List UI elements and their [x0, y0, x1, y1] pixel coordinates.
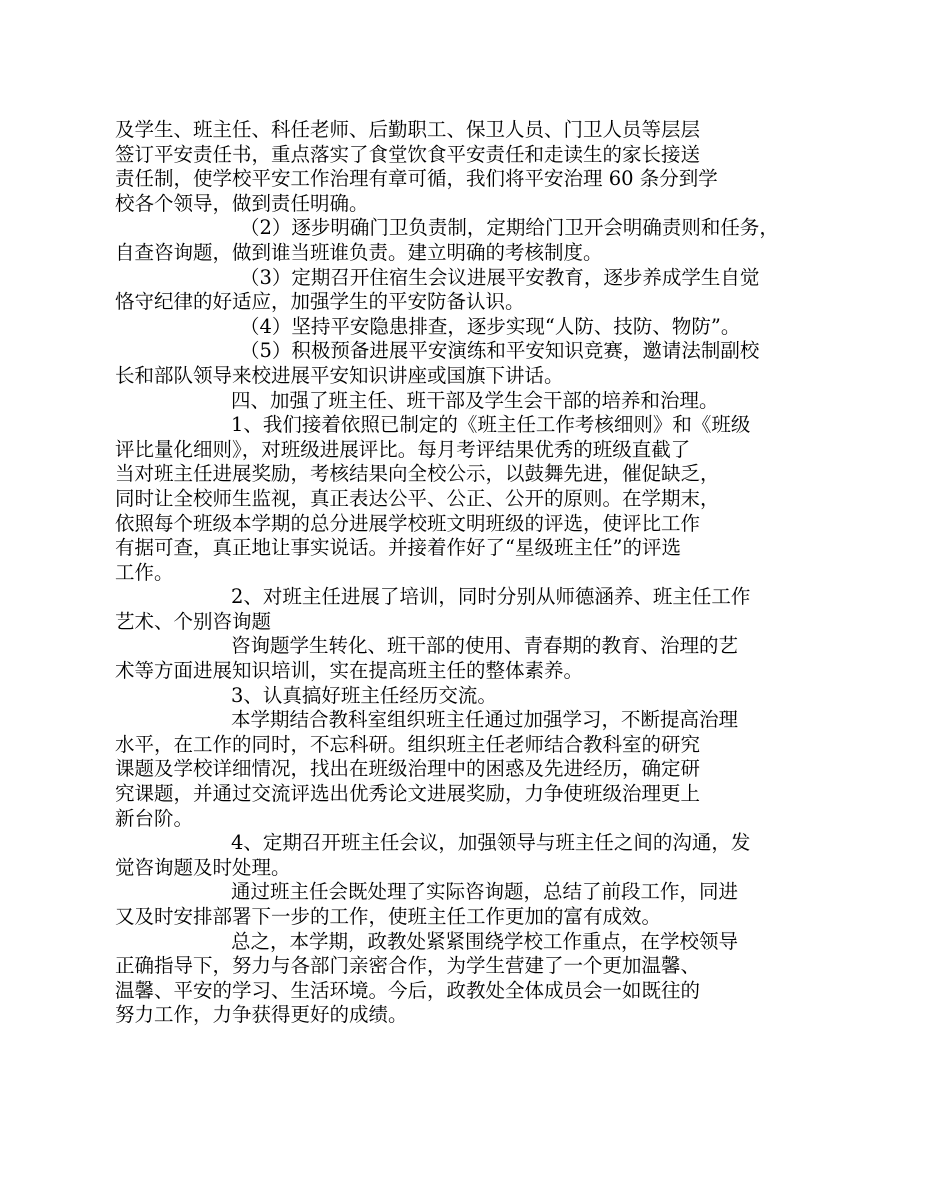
text-line: 本学期结合教科室组织班主任通过加强学习，不断提高治理	[231, 708, 739, 732]
text-line: 努力工作，力争获得更好的成绩。	[115, 1003, 408, 1027]
text-line: （2）逐步明确门卫负责制，定期给门卫开会明确责则和任务，	[240, 216, 779, 240]
document-body	[115, 118, 835, 1028]
text-line: 究课题，并通过交流评选出优秀论文进展奖励，力争使班级治理更上	[115, 782, 701, 806]
text-line: 工作。	[115, 560, 174, 584]
text-line: 依照每个班级本学期的总分进展学校班文明班级的评选，使评比工作	[115, 511, 701, 535]
text-line: 温馨、平安的学习、生活环境。今后，政教处全体成员会一如既往的	[115, 978, 701, 1002]
text-line: 4、定期召开班主任会议，加强领导与班主任之间的沟通，发	[231, 831, 751, 855]
text-line: 课题及学校详细情况，找出在班级治理中的困惑及先进经历，确定研	[115, 757, 701, 781]
text-line: 咨询题学生转化、班干部的使用、青春期的教育、治理的艺	[231, 634, 739, 658]
text-line: 正确指导下，努力与各部门亲密合作，为学生营建了一个更加温馨、	[115, 954, 701, 978]
text-line: 术等方面进展知识培训，实在提高班主任的整体素养。	[115, 659, 584, 683]
text-line: 同时让全校师生监视，真正表达公平、公正、公开的原则。在学期末，	[115, 486, 720, 510]
text-line: 责任制，使学校平安工作治理有章可循，我们将平安治理 60 条分到学	[115, 167, 718, 191]
text-line: 艺术、个别咨询题	[115, 609, 272, 633]
text-line: 3、认真搞好班主任经历交流。	[231, 683, 497, 707]
text-line: 当对班主任进展奖励，考核结果向全校公示，以鼓舞先进，催促缺乏，	[115, 462, 720, 486]
text-line: 评比量化细则》，对班级进展评比。每月考评结果优秀的班级直截了	[115, 437, 691, 461]
text-line: 2、对班主任进展了培训，同时分别从师德涵养、班主任工作	[231, 585, 751, 609]
text-line: 自查咨询题，做到谁当班谁负责。建立明确的考核制度。	[115, 240, 603, 264]
text-line: 校各个领导，做到责任明确。	[115, 191, 369, 215]
text-line: 签订平安责任书，重点落实了食堂饮食平安责任和走读生的家长接送	[115, 142, 701, 166]
text-line: 及学生、班主任、科任老师、后勤职工、保卫人员、门卫人员等层层	[115, 118, 701, 141]
text-line: 1、我们接着依照已制定的《班主任工作考核细则》和《班级	[231, 413, 751, 437]
text-line: 有据可查，真正地让事实说话。并接着作好了“星级班主任”的评选	[115, 536, 681, 560]
text-line: （3）定期召开住宿生会议进展平安教育，逐步养成学生自觉	[240, 265, 760, 289]
text-line: 又及时安排部署下一步的工作，使班主任工作更加的富有成效。	[115, 905, 662, 928]
text-line: （5）积极预备进展平安演练和平安知识竞赛，邀请法制副校	[240, 339, 760, 363]
text-line: 觉咨询题及时处理。	[115, 855, 291, 879]
text-line: 水平，在工作的同时，不忘科研。组织班主任老师结合教科室的研究	[115, 732, 701, 756]
text-line: 通过班主任会既处理了实际咨询题，总结了前段工作，同进	[231, 880, 739, 904]
text-line: 新台阶。	[115, 806, 194, 830]
text-line: 恪守纪律的好适应，加强学生的平安防备认识。	[115, 290, 525, 314]
text-line: 长和部队领导来校进展平安知识讲座或国旗下讲话。	[115, 363, 564, 387]
text-line: 四、加强了班主任、班干部及学生会干部的培养和治理。	[231, 388, 719, 412]
text-line: （4）坚持平安隐患排查，逐步实现“人防、技防、物防”。	[240, 314, 741, 338]
text-line: 总之，本学期，政教处紧紧围绕学校工作重点，在学校领导	[231, 929, 739, 953]
